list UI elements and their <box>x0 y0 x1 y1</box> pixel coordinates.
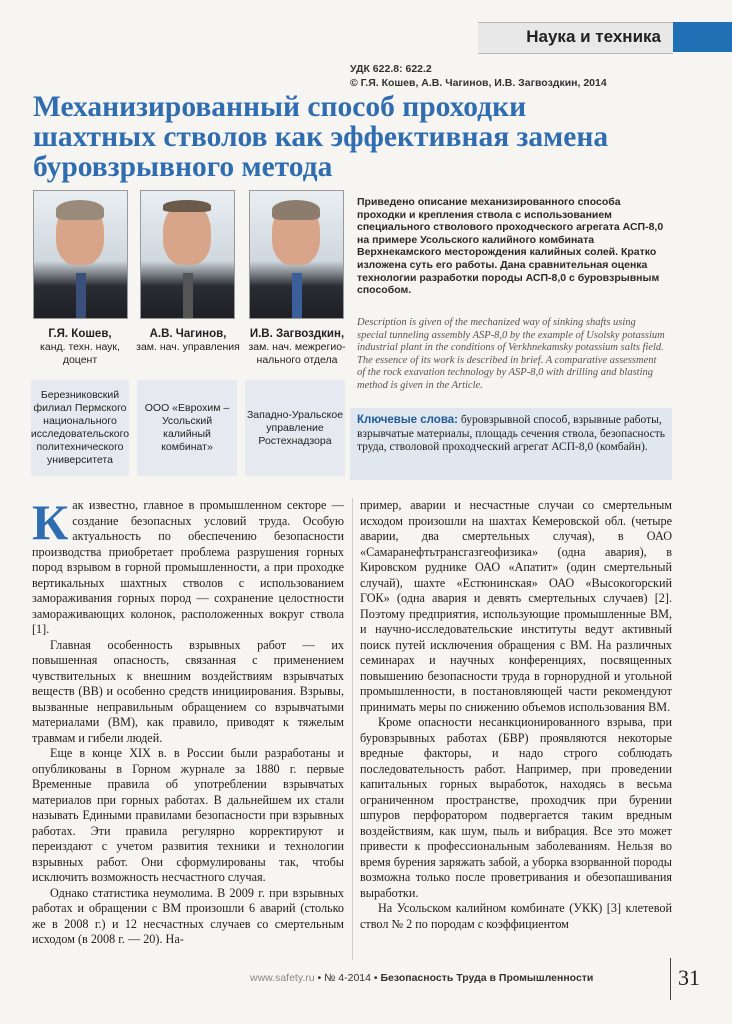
section-label: Наука и техника <box>526 27 661 46</box>
keywords-label: Ключевые слова: <box>357 414 458 426</box>
organization-1: Березниковский филиал Пермского национального исследовательского политехнического университета <box>31 380 129 476</box>
body-paragraph: На Усольском калийном комбинате (УКК) [3] клетевой ствол № 2 по породам с коэффициентом <box>360 901 672 931</box>
body-paragraph: Кроме опасности несанкционированного взрыва, при буровзрывных работах (БВР) проявляются некоторые вредные факторы, и надо строго соблюдать последовательность работ. Например, при проведении капитальных горных выработок, находясь в весьма ограниченном пространстве, проходчик при бурении шпуров перфоратором подвергается таким вредным воздействиям, как шум, пыль и вибрация. Все это может привести к профессиональным заболеваниям. Нельзя во время бурения заряжать забой, а уборка взорванной породы возможна только после проветривания и обезопашивания выработки. <box>360 715 672 900</box>
author-name: Г.Я. Кошев, <box>48 328 112 340</box>
body-paragraph: Главная особенность взрывных работ — их повышенная опасность, связанная с применением чувствительных к внешним воздействиям взрывчатых веществ (ВВ) и особенно средств инициирования. Взрывы, вызванные неправильным обращением со взрывчатыми материалами (ВМ), как правило, приводят к тяжелым травмам и гибели людей. <box>32 637 344 745</box>
keywords-text: буровзрывной способ, взрывные работы, взрывчатые материалы, площадь сечения ствола, безопасность труда, стволовой проходческий агрегат АСП-8,0 (комбайн). <box>357 414 665 453</box>
abstract-russian: Приведено описание механизированного способа проходки и крепления ствола с использованием специального стволового проходческого агрегата АСП-8,0 на примере Усольского калийного комбината Верхнекамского месторождения калийных солей. Кратко изложена суть его работы. Дана сравнительная оценка технологии разработки породы АСП-8,0 с буровзрывным способом. <box>357 196 664 297</box>
footer-site: www.safety.ru <box>250 972 315 984</box>
drop-cap: К <box>32 494 69 550</box>
author-photo-1 <box>33 190 128 319</box>
author-3 <box>242 328 352 367</box>
body-paragraph: пример, аварии и несчастные случаи со смертельным исходом произошли на шахтах Кемеровской обл. (четыре аварии, два смертельных случая), в ОАО «Самаранефтьтрансгазгеофизика» (одна авария), в Кировском руднике ОАО «Апатит» (один смертельный случай), шахте «Естюнинская» ОАО «Высокогорский ГОК» (одна авария и девять смертельных случаев) [2]. Поэтому предприятия, использующие промышленные ВМ, и научно-исследовательские институты ведут активный поиск путей исключения обращения с ВМ. На различных семинарах и научных конференциях, посвященных повышению безопасности труда в горнорудной и угольной промышленности, в постановляющей части рекомендуют принимать меры по снижению объемов использования ВМ. <box>360 498 672 714</box>
body-paragraph: ак известно, главное в промышленном секторе — создание безопасных условий труда. Особую актуальность по обеспечению безопасности производства приобретает проблема разрушения горных пород взрывом в горной промышленности, а при проходке вертикальных шахтных стволов с использованием замораживания горных пород — сохранение целостности замораживающих колонок, расположенных вокруг ствола [1]. <box>32 498 344 636</box>
article-meta <box>350 62 607 90</box>
keywords-box <box>350 408 672 480</box>
udk-code: УДК 622.8: 622.2 <box>350 63 432 75</box>
page-footer <box>250 972 593 984</box>
author-position: канд. техн. наук, доцент <box>40 341 120 366</box>
author-photo-2 <box>140 190 235 319</box>
body-paragraph: Еще в конце XIX в. в России были разработаны и опубликованы в Горном журнале за 1880 г. первые Временные правила об употреблении взрывчатых материалов при горных работах. В дальнейшем их стали называть Едиными правилами безопасности при взрывных работах. Эти правила регулярно корректируют и переиздают с учетом развития техники и технологии взрывных работ. Они сформулированы так, чтобы исключить возможность несчастного случая. <box>32 746 344 884</box>
page-number-rule <box>670 958 671 1000</box>
page-number: 31 <box>678 965 700 990</box>
author-name: А.В. Чагинов, <box>149 328 227 340</box>
author-2 <box>133 328 243 354</box>
author-position: зам. нач. межрегио-нального отдела <box>248 341 346 366</box>
body-column-right <box>360 498 672 932</box>
column-divider <box>352 498 353 960</box>
organization-2: ООО «Еврохим – Усольский калийный комбинат» <box>137 380 237 476</box>
copyright-line: © Г.Я. Кошев, А.В. Чагинов, И.В. Загвоздкин, 2014 <box>350 77 607 89</box>
article-title: Механизированный способ проходки шахтных стволов как эффективная замена буровзрывного метода <box>33 91 609 183</box>
body-column-left <box>32 494 344 948</box>
author-photo-3 <box>249 190 344 319</box>
author-1 <box>25 328 135 367</box>
section-tab <box>478 22 673 54</box>
body-paragraph: Однако статистика неумолима. В 2009 г. при взрывных работах и обращении с ВМ произошли 6 аварий (столько же в 2008 г.) и 12 несчастных случаев со смертельным исходом (в 2008 г. — 20). На- <box>32 885 344 946</box>
author-position: зам. нач. управления <box>136 341 240 353</box>
section-color-bar <box>673 22 732 52</box>
author-name: И.В. Загвоздкин, <box>249 328 345 340</box>
footer-journal: Безопасность Труда в Промышленности <box>380 972 594 984</box>
organization-3: Западно-Уральское управление Ростехнадзора <box>245 380 345 476</box>
abstract-english: Description is given of the mechanized way of sinking shafts using special tunneling assembly ASP-8,0 by the example of Usolsky potassium industrial plant in the conditions of Verkhnekamsky potassium salts field. The essence of its work is described in brief. A comparative assessment of the rock exavation technology by ASP-8,0 with drilling and blasting method is given in the Article. <box>357 317 665 391</box>
footer-issue: • № 4-2014 • <box>317 972 378 984</box>
